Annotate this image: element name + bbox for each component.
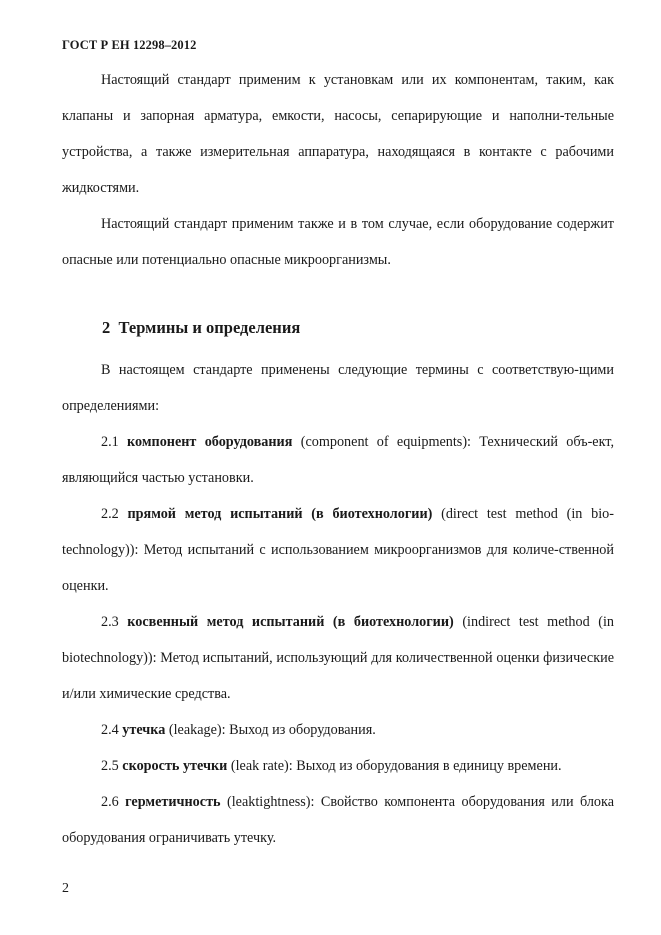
- term-text: (component of equipments): Технический объ-ект, являющийся частью установки.: [62, 434, 614, 486]
- term-text: (leak rate): Выход из оборудования в единицу времени.: [230, 758, 562, 774]
- term-number: 2.2: [101, 506, 119, 522]
- intro-paragraph-1: Настоящий стандарт применим к установкам или их компонентам, таким, как клапаны и запорная арматура, емкости, насосы, сепарирующие и наполни-тельные устройства, а также измерительная аппаратура, находящаяся в контакте с рабочими жидкостями.: [62, 72, 614, 196]
- document-header: ГОСТ Р ЕН 12298–2012: [62, 38, 197, 52]
- section-lead-paragraph: В настоящем стандарте применены следующие термины с соответствую-щими определениями:: [62, 362, 614, 414]
- term-definition-2-2: [62, 496, 614, 604]
- term-definition-2-5: [62, 748, 614, 784]
- intro-paragraph-2: Настоящий стандарт применим также и в том случае, если оборудование содержит опасные или потенциально опасные микроорганизмы.: [62, 216, 614, 268]
- term-name: компонент оборудования: [127, 434, 293, 450]
- term-text: (leaktightness): Свойство компонента оборудования или блока оборудования ограничивать утечку.: [62, 794, 614, 846]
- term-definition-2-1: [62, 424, 614, 496]
- term-definition-2-3: [62, 604, 614, 712]
- term-text: (direct test method (in bio-technology)): Метод испытаний с использованием микроорганизмов для количе-ственной оценки.: [62, 506, 614, 594]
- term-number: 2.3: [101, 614, 119, 630]
- term-name: утечка: [122, 722, 166, 738]
- term-number: 2.6: [101, 794, 119, 810]
- term-number: 2.5: [101, 758, 119, 774]
- term-text: (indirect test method (in biotechnology)): Метод испытаний, использующий для количественной оценки физические и/или химические средства.: [62, 614, 615, 702]
- term-name: скорость утечки: [122, 758, 228, 774]
- section-heading: [102, 318, 300, 338]
- term-name: прямой метод испытаний (в биотехнологии): [127, 506, 433, 522]
- term-number: 2.1: [101, 434, 119, 450]
- section-number: 2: [102, 318, 111, 337]
- page-number: 2: [62, 881, 69, 896]
- term-text: (leakage): Выход из оборудования.: [168, 722, 376, 738]
- term-name: герметичность: [125, 794, 221, 810]
- term-definition-2-6: [62, 784, 614, 856]
- term-name: косвенный метод испытаний (в биотехнологии): [127, 614, 454, 630]
- section-title: Термины и определения: [118, 318, 301, 337]
- term-number: 2.4: [101, 722, 119, 738]
- term-definition-2-4: [62, 712, 614, 748]
